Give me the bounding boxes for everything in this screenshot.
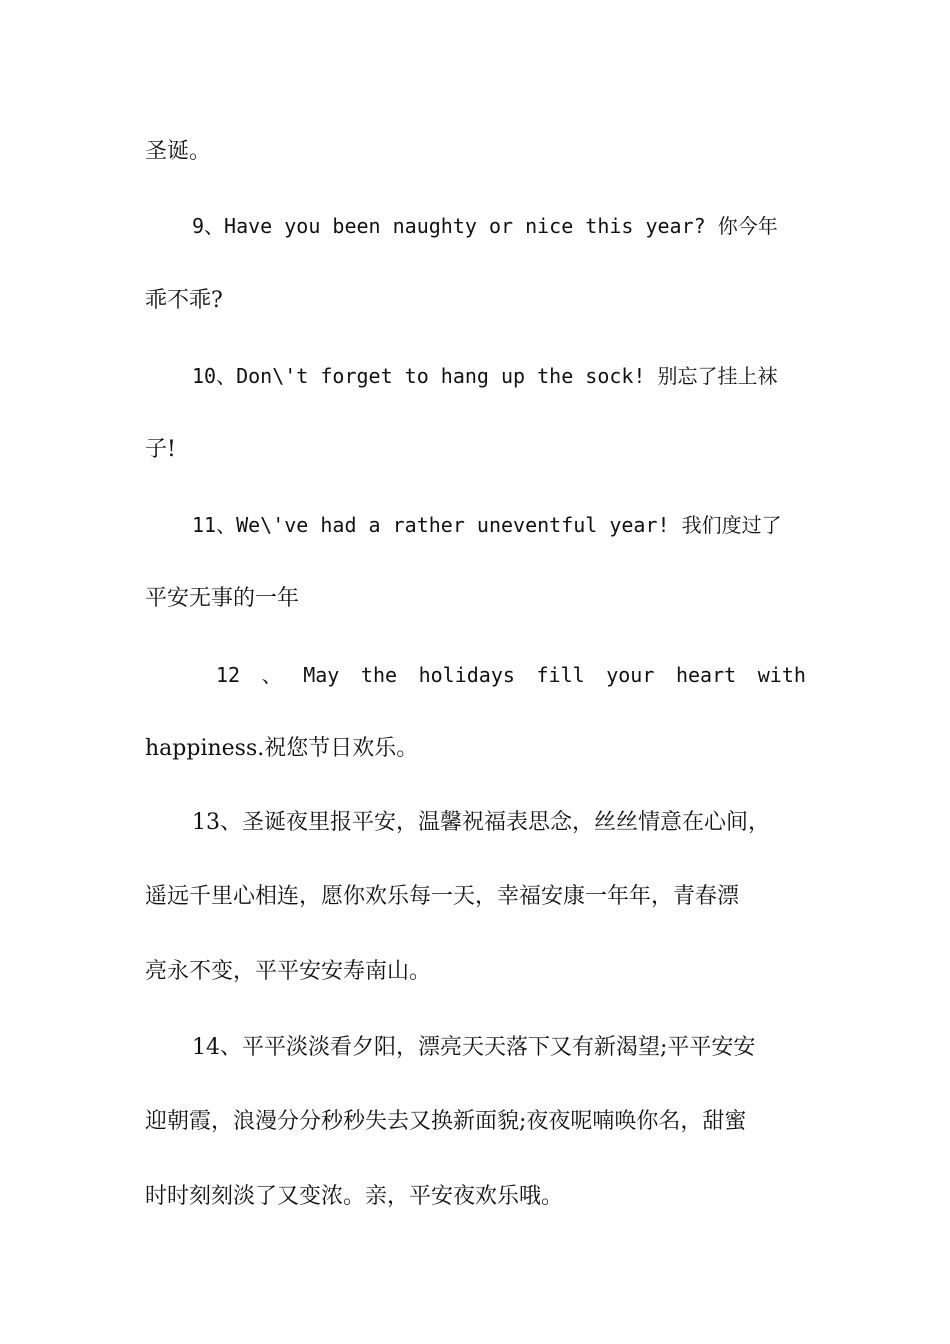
line-12-word: holidays [418,663,515,687]
line-12-word: the [360,663,398,687]
line-12-word: 、 [261,663,282,687]
text-line-14: 迎朝霞，浪漫分分秒秒失去又换新面貌;夜夜呢喃唤你名，甜蜜 [145,1109,747,1134]
text-line-7: 平安无事的一年 [145,586,300,611]
text-line-10: 13、圣诞夜里报平安，温馨祝福表思念，丝丝情意在心间， [192,810,770,835]
text-line-11: 遥远千里心相连，愿你欢乐每一天，幸福安康一年年，青春漂 [145,884,740,909]
text-line-5: 子! [145,437,176,462]
item-11-text: 11、We\'ve had a rather uneventful year! 我们度过了 [192,513,782,537]
line-12-word: with [757,663,806,687]
text-line-3: 乖不乖? [145,288,223,313]
line-12-word: your [606,663,655,687]
line-12-word: 12 [216,663,241,687]
line-12-word: fill [536,663,585,687]
text-line-9: happiness.祝您节日欢乐。 [145,736,419,761]
text-line-4 [192,361,810,392]
line-12-word: May [303,663,340,687]
text-line-8 [216,660,806,690]
text-line-2 [192,211,810,242]
text-line-1: 圣诞。 [145,139,212,164]
text-line-13: 14、平平淡淡看夕阳，漂亮天天落下又有新渴望;平平安安 [192,1035,756,1060]
text-line-6 [192,510,810,541]
text-line-15: 时时刻刻淡了又变浓。亲，平安夜欢乐哦。 [145,1184,564,1209]
item-10-text: 10、Don\'t forget to hang up the sock! 别忘了挂上袜 [192,364,778,388]
text-line-12: 亮永不变，平平安安寿南山。 [145,959,432,984]
line-12-word: heart [675,663,737,687]
item-9-text: 9、Have you been naughty or nice this year? 你今年 [192,214,778,238]
